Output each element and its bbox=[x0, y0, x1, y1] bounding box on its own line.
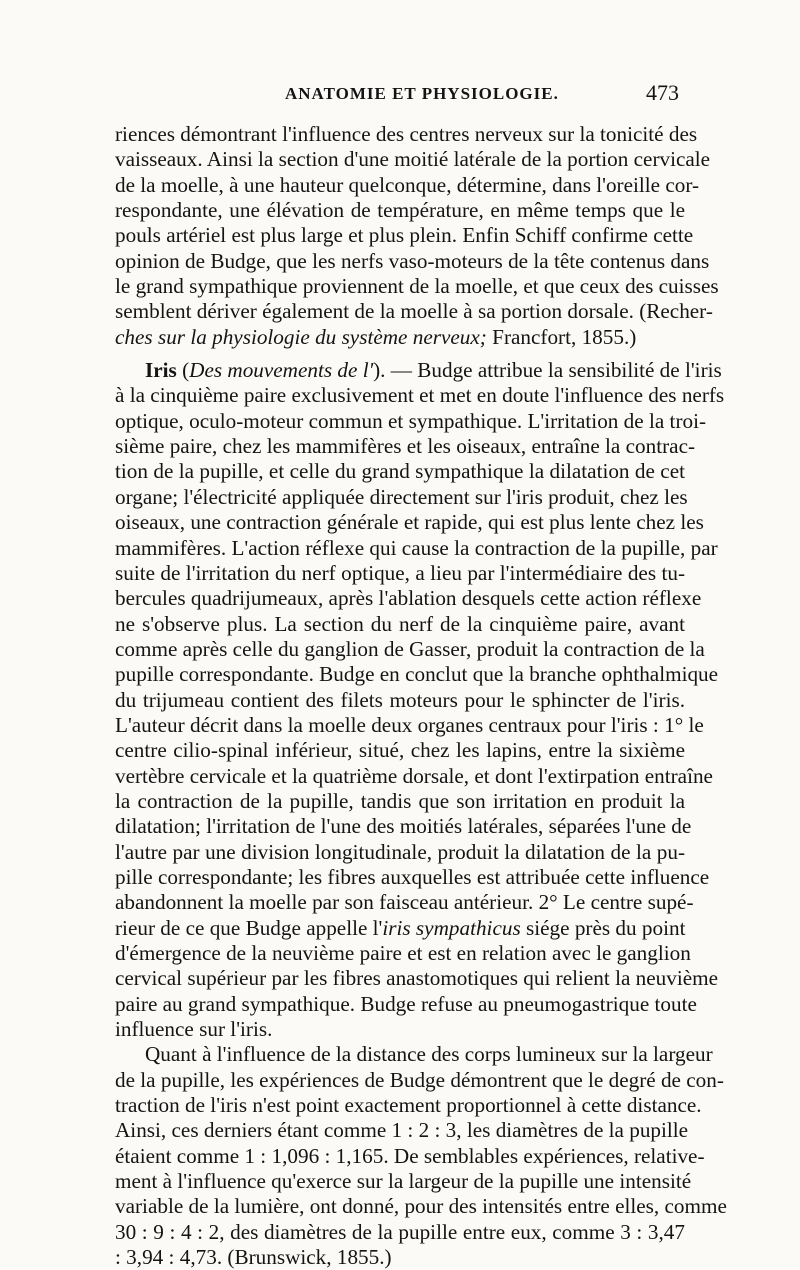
text-line: pouls artériel est plus large et plus plein. Enfin Schiff confirme cette bbox=[115, 223, 694, 248]
text-line: pille correspondante; les fibres auxquelles est attribuée cette influence bbox=[115, 864, 710, 889]
text-line: pupille correspondante. Budge en conclut que la branche ophthalmique bbox=[115, 662, 719, 687]
text-line: d'émergence de la neuvième paire et est en relation avec le ganglion bbox=[115, 941, 691, 965]
sympathicus-pre: rieur de ce que Budge appelle l' bbox=[115, 915, 383, 940]
text-line: le grand sympathique proviennent de la moelle, et que ceux des cuisses bbox=[115, 274, 719, 299]
text-line-citation bbox=[115, 325, 685, 350]
text-line: : 3,94 : 4,73. (Brunswick, 1855.) bbox=[115, 1245, 392, 1270]
header-title: ANATOMIE ET PHYSIOLOGIE. bbox=[285, 84, 559, 103]
paragraph-pupille-distance bbox=[115, 1042, 727, 1270]
text-line: suite de l'irritation du nerf optique, a lieu par l'intermédiaire des tu- bbox=[115, 560, 685, 585]
lead-subtitle: Des mouvements de l' bbox=[189, 358, 374, 383]
sympathicus-term: iris sympathicus bbox=[382, 915, 521, 940]
text-line: la contraction de la pupille, tandis que son irritation en produit la bbox=[115, 788, 685, 813]
text-line: étaient comme 1 : 1,096 : 1,165. De semblables expériences, relative- bbox=[115, 1143, 705, 1168]
text-line: optique, oculo-moteur commun et sympathique. L'irritation de la troi- bbox=[115, 408, 707, 433]
lead-paren: ( bbox=[176, 358, 190, 383]
body-text bbox=[115, 122, 727, 1270]
text-line: du trijumeau contient des filets moteurs pour le sphincter de l'iris. bbox=[115, 687, 685, 712]
text-line: sième paire, chez les mammifères et les oiseaux, entraîne la contrac- bbox=[115, 434, 696, 459]
text-line-sympathicus bbox=[115, 916, 685, 941]
text-line: Quant à l'influence de la distance des corps lumineux sur la largeur bbox=[145, 1042, 713, 1067]
text-line: l'autre par une division longitudinale, produit la dilatation de la pu- bbox=[115, 839, 685, 864]
text-line: centre cilio-spinal inférieur, situé, chez les lapins, entre la sixième bbox=[115, 738, 685, 763]
text-line: 30 : 9 : 4 : 2, des diamètres de la pupille entre eux, comme 3 : 3,47 bbox=[115, 1219, 685, 1244]
text-line: cervical supérieur par les fibres anastomotiques qui relient la neuvième bbox=[115, 966, 719, 991]
text-line: ment à l'influence qu'exerce sur la largeur de la pupille une intensité bbox=[115, 1169, 692, 1194]
text-line: mammifères. L'action réflexe qui cause la contraction de la pupille, par bbox=[115, 535, 718, 560]
citation-title: ches sur la physiologie du système nerveux; bbox=[115, 324, 487, 349]
text-line: à la cinquième paire exclusivement et met en doute l'influence des nerfs bbox=[115, 383, 725, 408]
text-line: comme après celle du ganglion de Gasser, produit la contraction de la bbox=[115, 636, 705, 661]
text-line: traction de l'iris n'est point exactement proportionnel à cette distance. bbox=[115, 1093, 702, 1118]
text-line: oiseaux, une contraction générale et rapide, qui est plus lente chez les bbox=[115, 510, 704, 535]
running-header bbox=[0, 80, 800, 114]
text-line: Ainsi, ces derniers étant comme 1 : 2 : 3, les diamètres de la pupille bbox=[115, 1118, 689, 1143]
text-line: respondante, une élévation de température, en même temps que le bbox=[115, 198, 685, 223]
page-number: 473 bbox=[646, 80, 679, 105]
text-line: de la pupille, les expériences de Budge démontrent que le degré de con- bbox=[115, 1067, 724, 1092]
text-line: opinion de Budge, que les nerfs vaso-moteurs de la tête contenus dans bbox=[115, 248, 710, 273]
text-line: semblent dériver également de la moelle à sa portion dorsale. (Recher- bbox=[115, 299, 713, 324]
text-line: tion de la pupille, et celle du grand sympathique la dilatation de cet bbox=[115, 459, 685, 484]
text-line: abandonnent la moelle par son faisceau antérieur. 2° Le centre supé- bbox=[115, 890, 694, 915]
text-line: influence sur l'iris. bbox=[115, 1017, 273, 1042]
section-lead-iris: Iris bbox=[145, 358, 177, 383]
text-line-lead bbox=[115, 358, 722, 383]
text-line: vaisseaux. Ainsi la section d'une moitié latérale de la portion cervicale bbox=[115, 147, 711, 172]
lead-rest: ). — Budge attribue la sensibilité de l'iris bbox=[373, 358, 722, 383]
text-line: riences démontrant l'influence des centres nerveux sur la tonicité des bbox=[115, 122, 698, 146]
paragraph-vaso-moteurs bbox=[115, 122, 719, 350]
citation-place: Francfort, 1855.) bbox=[486, 324, 637, 349]
text-line: paire au grand sympathique. Budge refuse au pneumogastrique toute bbox=[115, 991, 697, 1016]
text-line: bercules quadrijumeaux, après l'ablation desquels cette action réflexe bbox=[115, 586, 702, 611]
text-line: ne s'observe plus. La section du nerf de la cinquième paire, avant bbox=[115, 611, 685, 636]
text-line: vertèbre cervicale et la quatrième dorsale, et dont l'extirpation entraîne bbox=[115, 763, 713, 788]
text-line: de la moelle, à une hauteur quelconque, détermine, dans l'oreille cor- bbox=[115, 172, 700, 197]
text-line: variable de la lumière, ont donné, pour des intensités entre elles, comme bbox=[115, 1194, 727, 1219]
text-line: dilatation; l'irritation de l'une des moitiés latérales, séparées l'une de bbox=[115, 814, 692, 839]
sympathicus-post: siége près du point bbox=[520, 915, 686, 940]
paragraph-iris bbox=[115, 358, 725, 1042]
text-line: L'auteur décrit dans la moelle deux organes centraux pour l'iris : 1° le bbox=[115, 712, 704, 737]
text-line: organe; l'électricité appliquée directement sur l'iris produit, chez les bbox=[115, 484, 688, 509]
